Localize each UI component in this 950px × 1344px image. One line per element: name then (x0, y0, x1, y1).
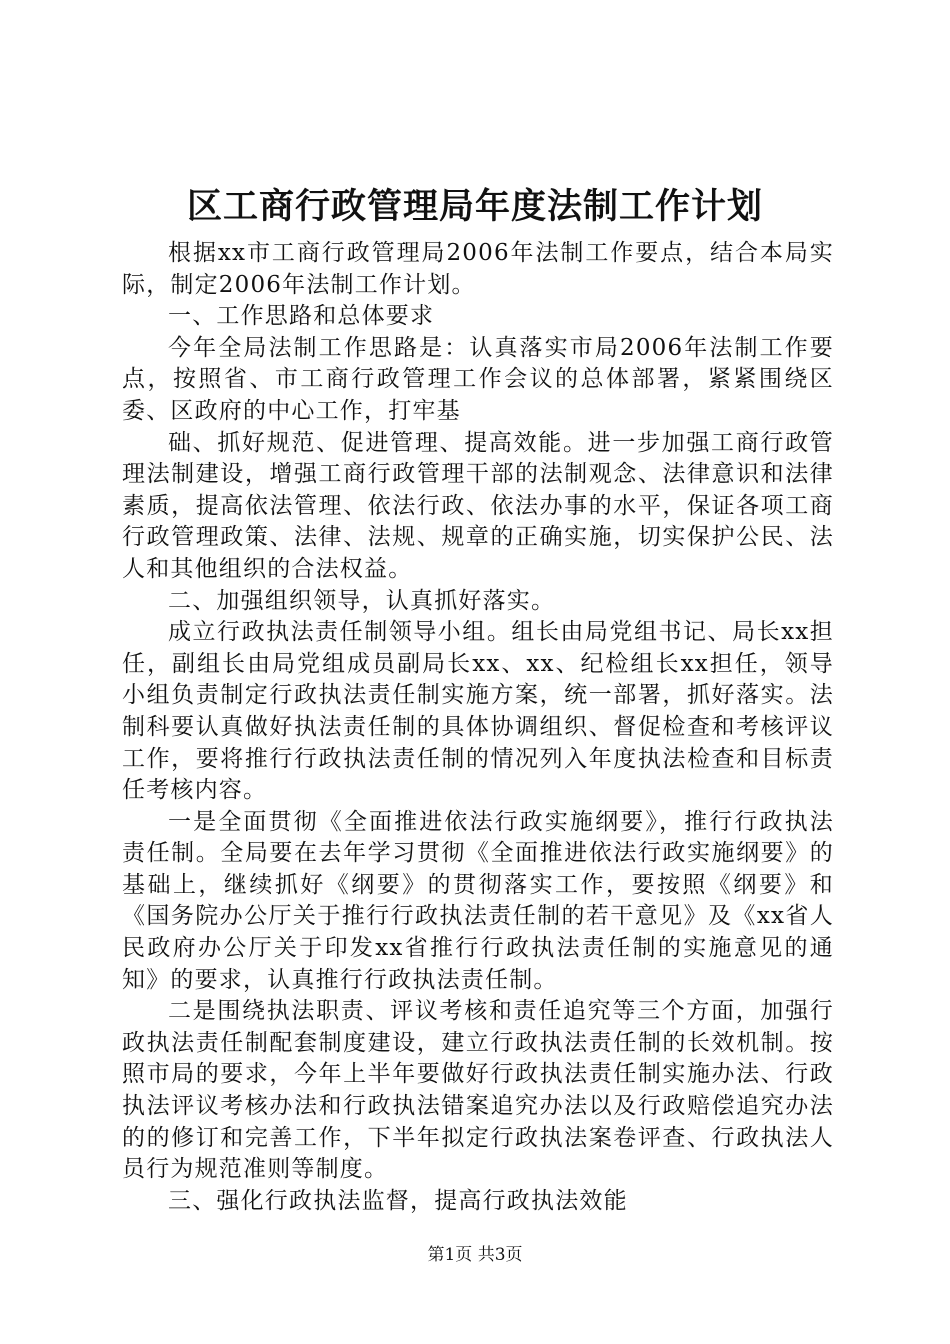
document-title: 区工商行政管理局年度法制工作计划 (186, 186, 763, 227)
heading-section-1: 一、工作思路和总体要求 (168, 303, 435, 330)
paragraph-point-two: 二是围绕执法职责、评议考核和责任追究等三个方面，加强行政执法责任制配套制度建设，建立行政执法责任制的长效机制。按照市局的要求，今年上半年要做好行政执法责任制实施办法、行政执法评议考核办法和行政执法错案追究办法以及行政赔偿追究办法的的修订和完善工作，下半年拟定行政执法案卷评查、行政执法人员行为规范准则等制度。 (122, 998, 834, 1183)
heading-section-3: 三、强化行政执法监督，提高行政执法效能 (168, 1187, 628, 1214)
paragraph-intro: 根据xx市工商行政管理局2006年法制工作要点，结合本局实际，制定2006年法制工作计划。 (122, 240, 834, 298)
paragraph-leadership-group: 成立行政执法责任制领导小组。组长由局党组书记、局长xx担任，副组长由局党组成员副局长xx、xx、纪检组长xx担任，领导小组负责制定行政执法责任制实施方案，统一部署，抓好落实。法制科要认真做好执法责任制的具体协调组织、督促检查和考核评议工作，要将推行行政执法责任制的情况列入年度执法检查和目标责任考核内容。 (122, 619, 834, 804)
document-body (122, 238, 834, 1217)
paragraph-work-approach-cont: 础、抓好规范、促进管理、提高效能。进一步加强工商行政管理法制建设，增强工商行政管理干部的法制观念、法律意识和法律素质，提高依法管理、依法行政、依法办事的水平，保证各项工商行政管理政策、法律、法规、规章的正确实施，切实保护公民、法人和其他组织的合法权益。 (122, 429, 834, 582)
paragraph-point-one: 一是全面贯彻《全面推进依法行政实施纲要》，推行行政执法责任制。全局要在去年学习贯彻《全面推进依法行政实施纲要》的基础上，继续抓好《纲要》的贯彻落实工作，要按照《纲要》和《国务院办公厅关于推行行政执法责任制的若干意见》及《xx省人民政府办公厅关于印发xx省推行行政执法责任制的实施意见的通知》的要求，认真推行行政执法责任制。 (122, 808, 834, 993)
page-footer: 第1页 共3页 (427, 1245, 523, 1265)
paragraph-work-approach: 今年全局法制工作思路是：认真落实市局2006年法制工作要点，按照省、市工商行政管理工作会议的总体部署，紧紧围绕区委、区政府的中心工作，打牢基 (122, 334, 834, 424)
heading-section-2: 二、加强组织领导，认真抓好落实。 (168, 587, 556, 614)
